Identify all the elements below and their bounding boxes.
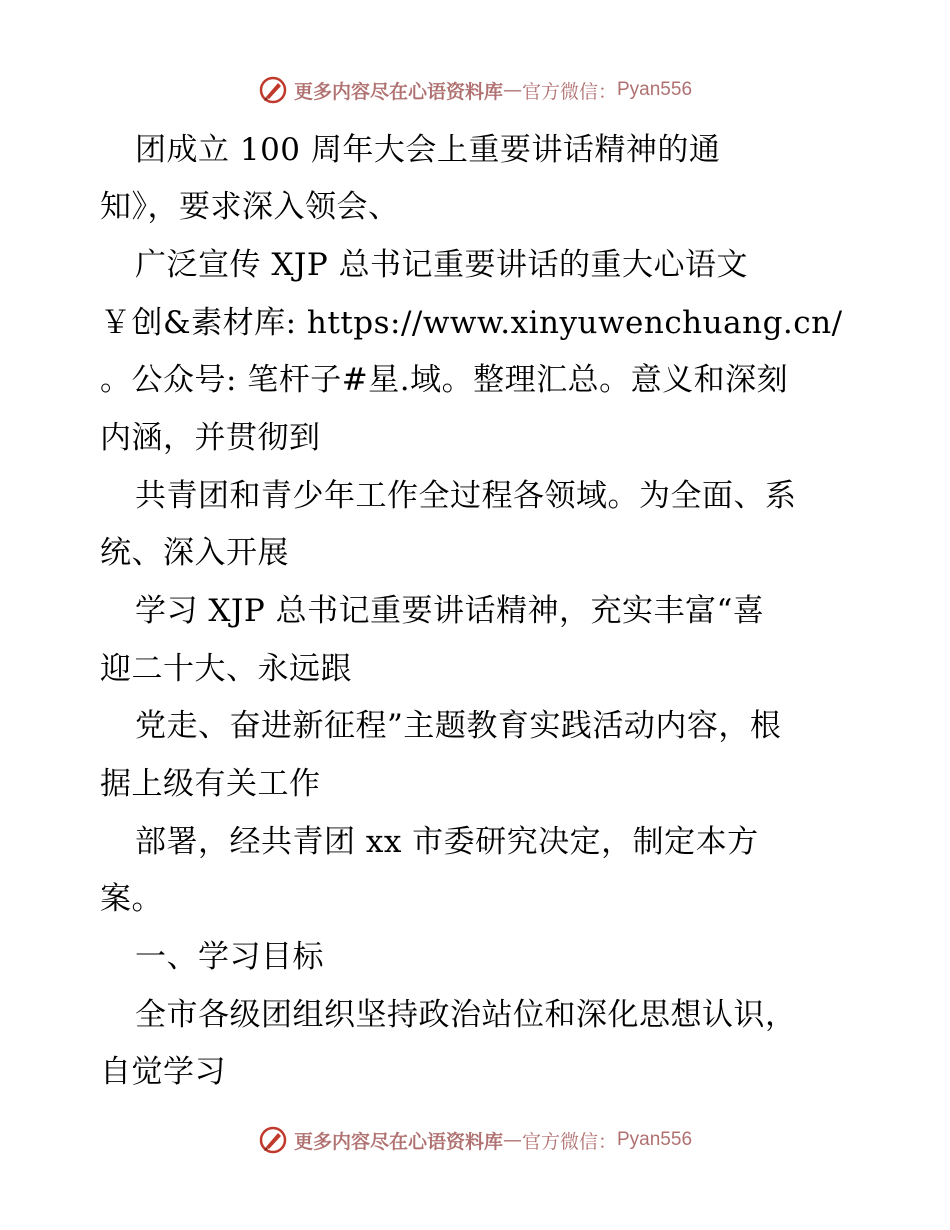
body-line: 知》，要求深入领会、 bbox=[100, 189, 400, 225]
watermark-wechat-label: 官方微信： bbox=[521, 80, 617, 103]
section-heading: 一、学习目标 bbox=[135, 939, 324, 975]
body-line: 迎二十大、永远跟 bbox=[100, 651, 352, 687]
watermark-dash: — bbox=[502, 79, 522, 101]
body-line: ￥创&素材库: https://www.xinyuwenchuang.cn/ bbox=[100, 305, 843, 341]
body-line: 案。 bbox=[100, 881, 163, 917]
body-line: 据上级有关工作 bbox=[100, 766, 321, 802]
body-line: 统、深入开展 bbox=[100, 535, 289, 571]
body-line: 团成立 100 周年大会上重要讲话精神的通 bbox=[135, 132, 721, 168]
watermark-site-text: 更多内容尽在心语资料库 bbox=[293, 1130, 503, 1153]
watermark-wechat-id: Pyan556 bbox=[617, 1129, 693, 1150]
body-line: 共青团和青少年工作全过程各领域。为全面、系 bbox=[135, 478, 797, 514]
watermark-wechat-label: 官方微信： bbox=[521, 1130, 617, 1153]
body-line: 自觉学习 bbox=[100, 1054, 226, 1090]
body-line: 。公众号: 笔杆子#星.域。整理汇总。意义和深刻 bbox=[100, 362, 789, 398]
body-line: 内涵，并贯彻到 bbox=[100, 420, 321, 456]
footer-watermark bbox=[0, 1120, 950, 1160]
body-line: 学习 XJP 总书记重要讲话精神，充实丰富“喜 bbox=[135, 593, 765, 629]
watermark-dash: — bbox=[502, 1129, 522, 1151]
body-line: 广泛宣传 XJP 总书记重要讲话的重大心语文 bbox=[135, 247, 749, 283]
body-line: 党走、奋进新征程”主题教育实践活动内容，根 bbox=[135, 708, 782, 744]
pen-logo-icon bbox=[258, 1125, 288, 1155]
header-watermark bbox=[0, 70, 950, 110]
watermark-wechat-id: Pyan556 bbox=[617, 79, 693, 100]
body-line: 全市各级团组织坚持政治站位和深化思想认识， bbox=[135, 997, 797, 1033]
body-line: 部署，经共青团 xx 市委研究决定，制定本方 bbox=[135, 824, 759, 860]
pen-logo-icon bbox=[258, 75, 288, 105]
watermark-site-text: 更多内容尽在心语资料库 bbox=[293, 80, 503, 103]
